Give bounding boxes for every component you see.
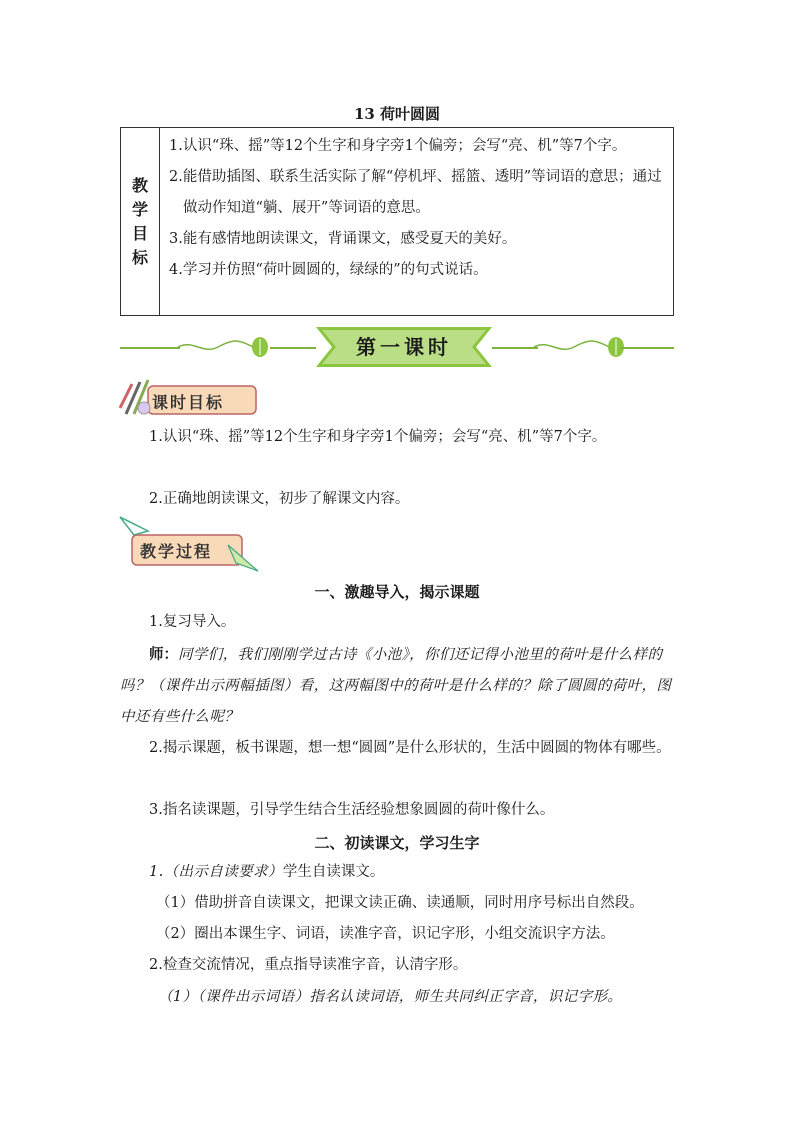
banner-line-right [620, 347, 674, 349]
goals-label: 教学目标 [131, 175, 148, 267]
lesson-goal-1: 1.认识“珠、摇”等12个生字和身字旁1个偏旁；会写“亮、机”等7个字。 [149, 429, 607, 445]
section2-step1 [120, 857, 674, 888]
section1-heading: 一、激趣导入，揭示课题 [314, 583, 480, 601]
section2-sub2: （2）圈出本课生字、词语，读准字音，识记字形，小组交流识字方法。 [156, 926, 615, 942]
section2-heading: 二、初读课文，学习生字 [314, 834, 480, 852]
banner-title: 第一课时 [356, 335, 452, 359]
goals-content-cell [160, 128, 673, 315]
section1-step3: 3.指名读课题，引导学生结合生活经验想象圆圆的荷叶像什么。 [149, 802, 555, 818]
teaching-process-badge-label: 教学过程 [140, 542, 213, 561]
lesson-period-banner [120, 325, 674, 369]
goal-item: 3.能有感情地朗读课文，背诵课文，感受夏天的美好。 [169, 231, 517, 247]
section2-sub1: （1）借助拼音自读课文，把课文读正确、读通顺，同时用序号标出自然段。 [156, 895, 644, 911]
teacher-paragraph [120, 639, 674, 733]
section1-step2: 2.揭示课题，板书课题，想一想“圆圆”是什么形状的，生活中圆圆的物体有哪些。 [149, 740, 671, 756]
goal-item: 2.能借助插图、联系生活实际了解“停机坪、摇篮、透明”等词语的意思；通过做动作知道“躺、展开”等词语的意思。 [169, 169, 662, 216]
goal-item: 1.认识“珠、摇”等12个生字和身字旁1个偏旁；会写“亮、机”等7个字。 [169, 138, 627, 154]
section2-sub3: （1）（课件出示词语）指名认读词语，师生共同纠正字音，识记字形。 [158, 989, 623, 1005]
vine-ornament-right-icon [534, 335, 624, 359]
step1-note: 1.（出示自读要求） [149, 864, 283, 880]
step1-text: 学生自读课文。 [282, 864, 385, 880]
section1-step1: 1.复习导入。 [149, 614, 236, 630]
teacher-speech: 同学们，我们刚刚学过古诗《小池》，你们还记得小池里的荷叶是什么样的吗？（课件出示两幅插图）看，这两幅图中的荷叶是什么样的？除了圆圆的荷叶，图中还有些什么呢？ [120, 647, 672, 725]
banner-line-left [120, 347, 180, 349]
goal-item: 4.学习并仿照“荷叶圆圆的，绿绿的”的句式说话。 [169, 262, 488, 278]
lesson-goal-2: 2.正确地朗读课文，初步了解课文内容。 [149, 491, 410, 507]
vine-ornament-left-icon [178, 335, 268, 359]
teacher-label: 师： [149, 646, 178, 663]
section2-step2: 2.检查交流情况，重点指导读准字音，认清字形。 [149, 957, 468, 973]
lesson-goals-badge-label: 课时目标 [152, 393, 225, 412]
banner-line-right-inner [492, 347, 538, 349]
goals-label-cell [121, 128, 160, 315]
teaching-goals-table [120, 127, 674, 316]
banner-line-left-inner [270, 347, 316, 349]
document-title: 13 荷叶圆圆 [353, 105, 441, 123]
